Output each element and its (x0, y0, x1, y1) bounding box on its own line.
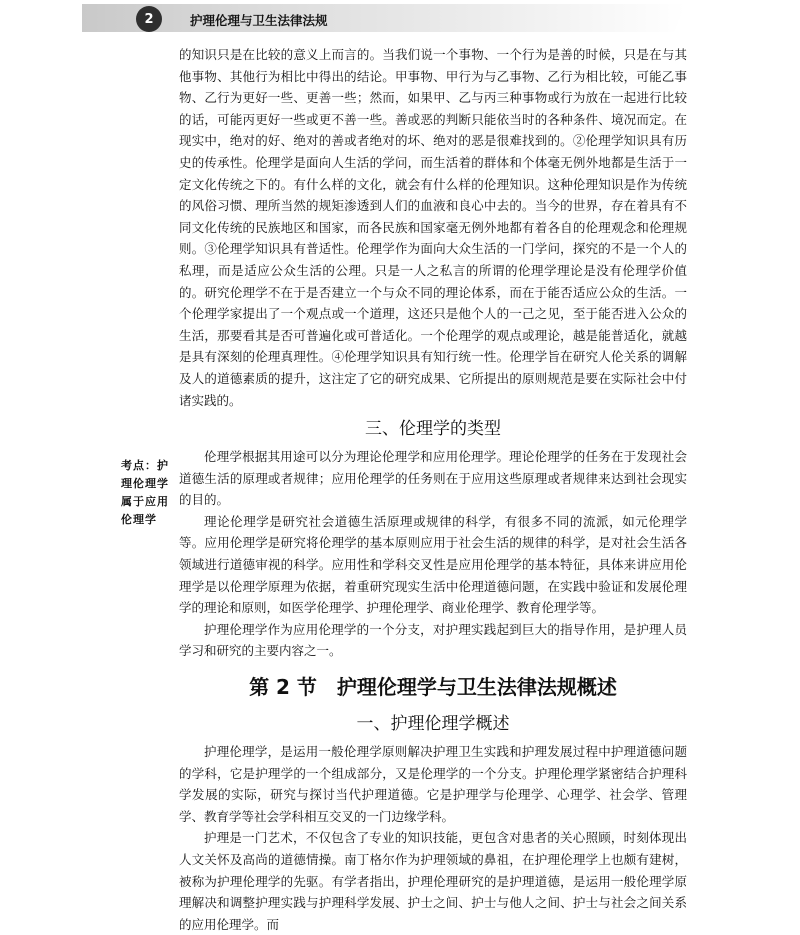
section-title-2: 第 2 节 护理伦理学与卫生法律法规概述 (249, 675, 617, 700)
paragraph-nursing-as-art: 护理是一门艺术，不仅包含了专业的知识技能，更包含对患者的关心照顾，时刻体现出人文关怀及高尚的道德情操。南丁格尔作为护理领域的鼻祖，在护理伦理学上也颇有建树，被称为护理伦理学的先驱。有学者指出，护理伦理研究的是护理道德，是运用一般伦理学原理解决和调整护理实践与护理科学发展、护士之间、护士与他人之间、护士与社会之间关系的应用伦理学。而 (179, 830, 687, 932)
running-header-title: 护理伦理与卫生法律法规 (190, 13, 328, 28)
subsection-heading-nursing-ethics-overview: 一、护理伦理学概述 (356, 714, 510, 735)
margin-note-key-point: 考点：护理伦理学属于应用伦理学 (121, 459, 169, 526)
paragraph-nursing-ethics-definition: 护理伦理学，是运用一般伦理学原则解决护理卫生实践和护理发展过程中护理道德问题的学科，它是护理学的一个组成部分，又是伦理学的一个分支。护理伦理学紧密结合护理科学发展的实际，研究与探讨当代护理道德。它是护理学与伦理学、心理学、社会学、管理学、教育学等社会学科相互交叉的一门边缘学科。 (179, 744, 687, 824)
paragraph-continued: 的知识只是在比较的意义上而言的。当我们说一个事物、一个行为是善的时候，只是在与其他事物、其他行为相比中得出的结论。甲事物、甲行为与乙事物、乙行为相比较，可能乙事物、乙行为更好一些、更善一些；然而，如果甲、乙与丙三种事物或行为放在一起进行比较的话，可能丙更好一些或更不善一些。善或恶的判断只能依当时的各种条件、境况而定。在现实中，绝对的好、绝对的善或者绝对的坏、绝对的恶是很难找到的。②伦理学知识具有历史的传承性。伦理学是面向人生活的学问，而生活着的群体和个体毫无例外地都是生活于一定文化传统之下的。有什么样的文化，就会有什么样的伦理知识。这种伦理知识是作为传统的风俗习惯、理所当然的规矩渗透到人们的血液和良心中去的。当今的世界，存在着具有不同文化传统的民族地区和国家，而各民族和国家毫无例外地都有着各自的伦理观念和伦理规则。③伦理学知识具有普适性。伦理学作为面向大众生活的一门学问，探究的不是一个人的私理，而是适应公众生活的公理。只是一人之私言的所谓的伦理学理论是没有伦理学价值的。研究伦理学不在于是否建立一个与众不同的理论体系，而在于能否适应公众的生活。一个伦理学家提出了一个观点或一个道理，这还只是他个人的一己之见，至于能否进入公众的生活，那要看其是否可普遍化或可普适化。一个伦理学的观点或理论，越是能普适化，就越是具有深刻的伦理真理性。④伦理学知识具有知行统一性。伦理学旨在研究人伦关系的调解及人的道德素质的提升，这注定了它的研究成果、它所提出的原则规范是要在实际社会中付诸实践的。 (179, 47, 687, 408)
paragraph-theoretical-applied-ethics: 理论伦理学是研究社会道德生活原理或规律的科学，有很多不同的流派，如元伦理学等。应用伦理学是研究将伦理学的基本原则应用于社会生活的规律的科学，是对社会生活各领域进行道德审视的科学。应用性和学科交叉性是应用伦理学的基本特征，具体来讲应用伦理学是以伦理学原理为依据，着重研究现实生活中伦理道德问题，在实践中验证和发展伦理学的理论和原则，如医学伦理学、护理伦理学、商业伦理学、教育伦理学等。 (179, 513, 687, 616)
section-heading-types-of-ethics: 三、伦理学的类型 (365, 419, 501, 440)
chapter-number-badge: 2 (136, 6, 162, 32)
header-band (82, 4, 686, 32)
paragraph-nursing-ethics-branch: 护理伦理学作为应用伦理学的一个分支，对护理实践起到巨大的指导作用，是护理人员学习和研究的主要内容之一。 (179, 621, 687, 659)
paragraph-ethics-classification: 伦理学根据其用途可以分为理论伦理学和应用伦理学。理论伦理学的任务在于发现社会道德生活的原理或者规律；应用伦理学的任务则在于应用这些原理或者规律来达到社会现实的目的。 (179, 449, 687, 508)
page-body (179, 44, 687, 935)
